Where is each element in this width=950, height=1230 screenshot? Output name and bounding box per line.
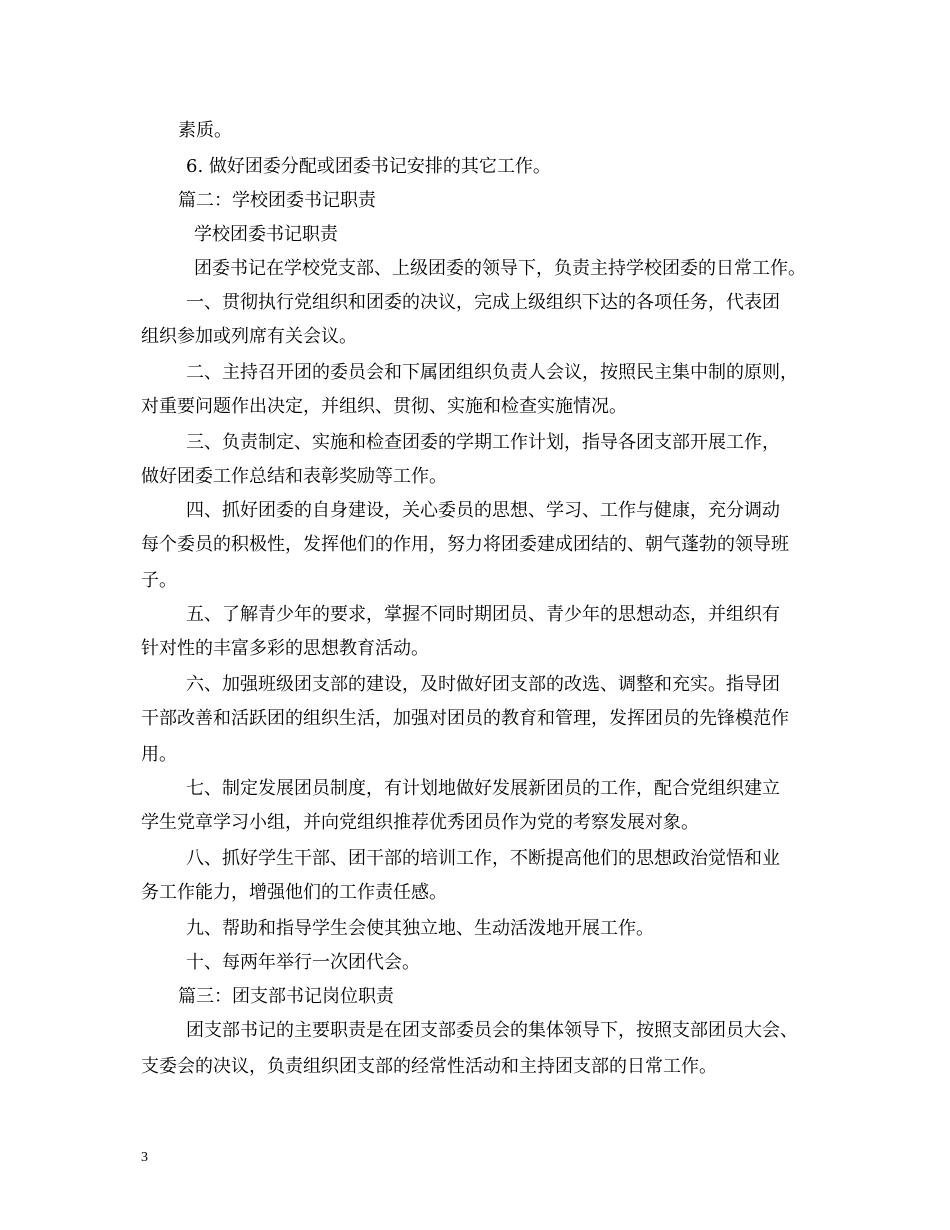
- text-line: 二、主持召开团的委员会和下属团组织负责人会议，按照民主集中制的原则，: [186, 362, 798, 383]
- section-title: 学校团委书记职责: [194, 224, 338, 245]
- text-line: 做好团委工作总结和表彰奖励等工作。: [141, 466, 447, 487]
- text-line: 团委书记在学校党支部、上级团委的领导下，负责主持学校团委的日常工作。: [194, 258, 806, 279]
- text-line: 八、抓好学生干部、团干部的培训工作，不断提高他们的思想政治觉悟和业: [186, 848, 780, 869]
- text-line: 四、抓好团委的自身建设，关心委员的思想、学习、工作与健康，充分调动: [186, 500, 780, 521]
- text-line: 六、加强班级团支部的建设，及时做好团支部的改选、调整和充实。指导团: [186, 674, 780, 695]
- text-line: 十、每两年举行一次团代会。: [186, 952, 420, 973]
- text-line: 学生党章学习小组，并向党组织推荐优秀团员作为党的考察发展对象。: [141, 812, 699, 833]
- text-line: 一、贯彻执行党组织和团委的决议，完成上级组织下达的各项任务，代表团: [186, 292, 780, 313]
- text-line: 6. 做好团委分配或团委书记安排的其它工作。: [186, 156, 551, 177]
- text-line: 组织参加或列席有关会议。: [141, 326, 357, 347]
- text-line: 干部改善和活跃团的组织生活，加强对团员的教育和管理，发挥团员的先锋模范作: [141, 708, 789, 729]
- page-number: 3: [141, 1150, 148, 1165]
- text-line: 三、负责制定、实施和检查团委的学期工作计划，指导各团支部开展工作，: [186, 432, 780, 453]
- text-line: 用。: [141, 744, 177, 765]
- text-line: 七、制定发展团员制度，有计划地做好发展新团员的工作，配合党组织建立: [186, 778, 780, 799]
- section-heading: 篇三：团支部书记岗位职责: [178, 986, 394, 1007]
- section-heading: 篇二：学校团委书记职责: [178, 190, 376, 211]
- text-line: 务工作能力，增强他们的工作责任感。: [141, 882, 447, 903]
- text-line: 九、帮助和指导学生会使其独立地、生动活泼地开展工作。: [186, 918, 654, 939]
- text-line: 团支部书记的主要职责是在团支部委员会的集体领导下，按照支部团员大会、: [186, 1020, 798, 1041]
- text-line: 素质。: [178, 120, 232, 141]
- text-line: 对重要问题作出决定，并组织、贯彻、实施和检查实施情况。: [141, 396, 627, 417]
- text-line: 五、了解青少年的要求，掌握不同时期团员、青少年的思想动态，并组织有: [186, 604, 780, 625]
- text-line: 支委会的决议，负责组织团支部的经常性活动和主持团支部的日常工作。: [141, 1056, 717, 1077]
- text-line: 针对性的丰富多彩的思想教育活动。: [141, 638, 429, 659]
- text-line: 每个委员的积极性，发挥他们的作用，努力将团委建成团结的、朝气蓬勃的领导班: [141, 534, 789, 555]
- text-line: 子。: [141, 570, 177, 591]
